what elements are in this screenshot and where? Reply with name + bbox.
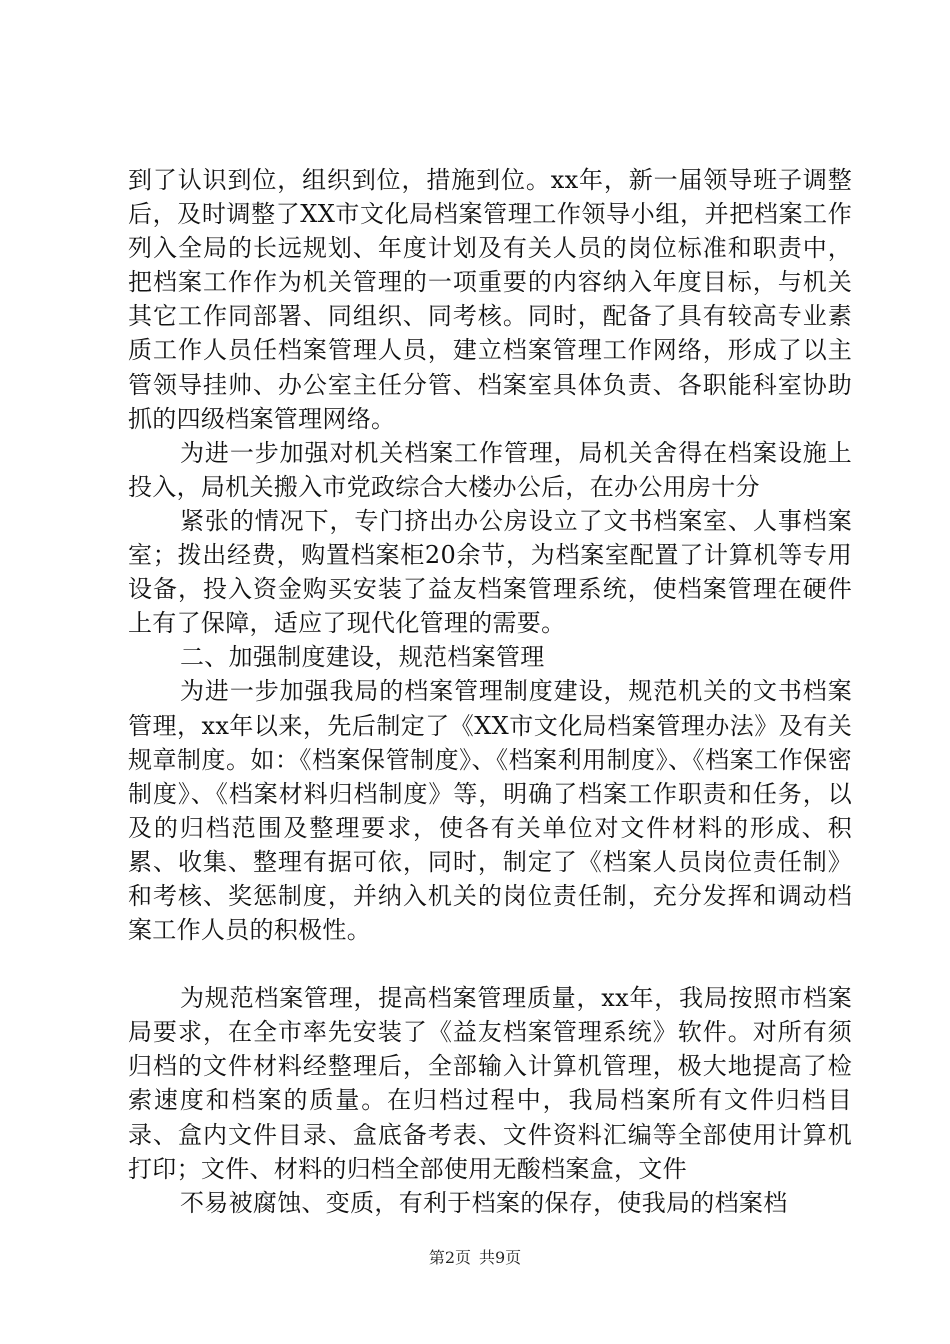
paragraph-software-management: 为规范档案管理，提高档案管理质量，xx年，我局按照市档案局要求，在全市率先安装了《益友档案管理系统》软件。对所有须归档的文件材料经整理后，全部输入计算机管理，极大地提高了检索速度和档案的质量。在归档过程中，我局档案所有文件归档目录、盒内文件目录、盒底备考表、文件资料汇编等全部使用计算机打印；文件、材料的归档全部使用无酸档案盒，文件	[128, 984, 852, 1183]
paragraph-gap	[128, 947, 852, 981]
paragraph-facilities-investment: 为进一步加强对机关档案工作管理，局机关舍得在档案设施上投入，局机关搬入市党政综合大楼办公后，在办公用房十分	[128, 438, 852, 501]
document-body	[128, 163, 852, 1220]
page-number: 第2页	[428, 1248, 471, 1267]
section-heading-system-building: 二、加强制度建设，规范档案管理	[180, 643, 545, 672]
paragraph-regulations: 为进一步加强我局的档案管理制度建设，规范机关的文书档案管理，xx年以来，先后制定了《XX市文化局档案管理办法》及有关规章制度。如：《档案保管制度》、《档案利用制度》、《档案工作保密制度》、《档案材料归档制度》等，明确了档案工作职责和任务，以及的归档范围及整理要求，使各有关单位对文件材料的形成、积累、收集、整理有据可依，同时，制定了《档案人员岗位责任制》和考核、奖惩制度，并纳入机关的岗位责任制，充分发挥和调动档案工作人员的积极性。	[128, 677, 852, 945]
paragraph-archive-rooms: 紧张的情况下，专门挤出办公房设立了文书档案室、人事档案室；拨出经费，购置档案柜20余节，为档案室配置了计算机等专用设备，投入资金购买安装了益友档案管理系统，使档案管理在硬件上有了保障，适应了现代化管理的需要。	[128, 506, 852, 638]
paragraph-preservation: 不易被腐蚀、变质，有利于档案的保存，使我局的档案档	[180, 1188, 788, 1217]
page-total: 共9页	[479, 1248, 522, 1267]
page-footer	[0, 1245, 950, 1268]
paragraph-leadership: 到了认识到位，组织到位，措施到位。xx年，新一届领导班子调整后，及时调整了XX市文化局档案管理工作领导小组，并把档案工作列入全局的长远规划、年度计划及有关人员的岗位标准和职责中，把档案工作作为机关管理的一项重要的内容纳入年度目标，与机关其它工作同部署、同组织、同考核。同时，配备了具有较高专业素质工作人员任档案管理人员，建立档案管理工作网络，形成了以主管领导挂帅、办公室主任分管、档案室具体负责、各职能科室协助抓的四级档案管理网络。	[128, 166, 852, 433]
